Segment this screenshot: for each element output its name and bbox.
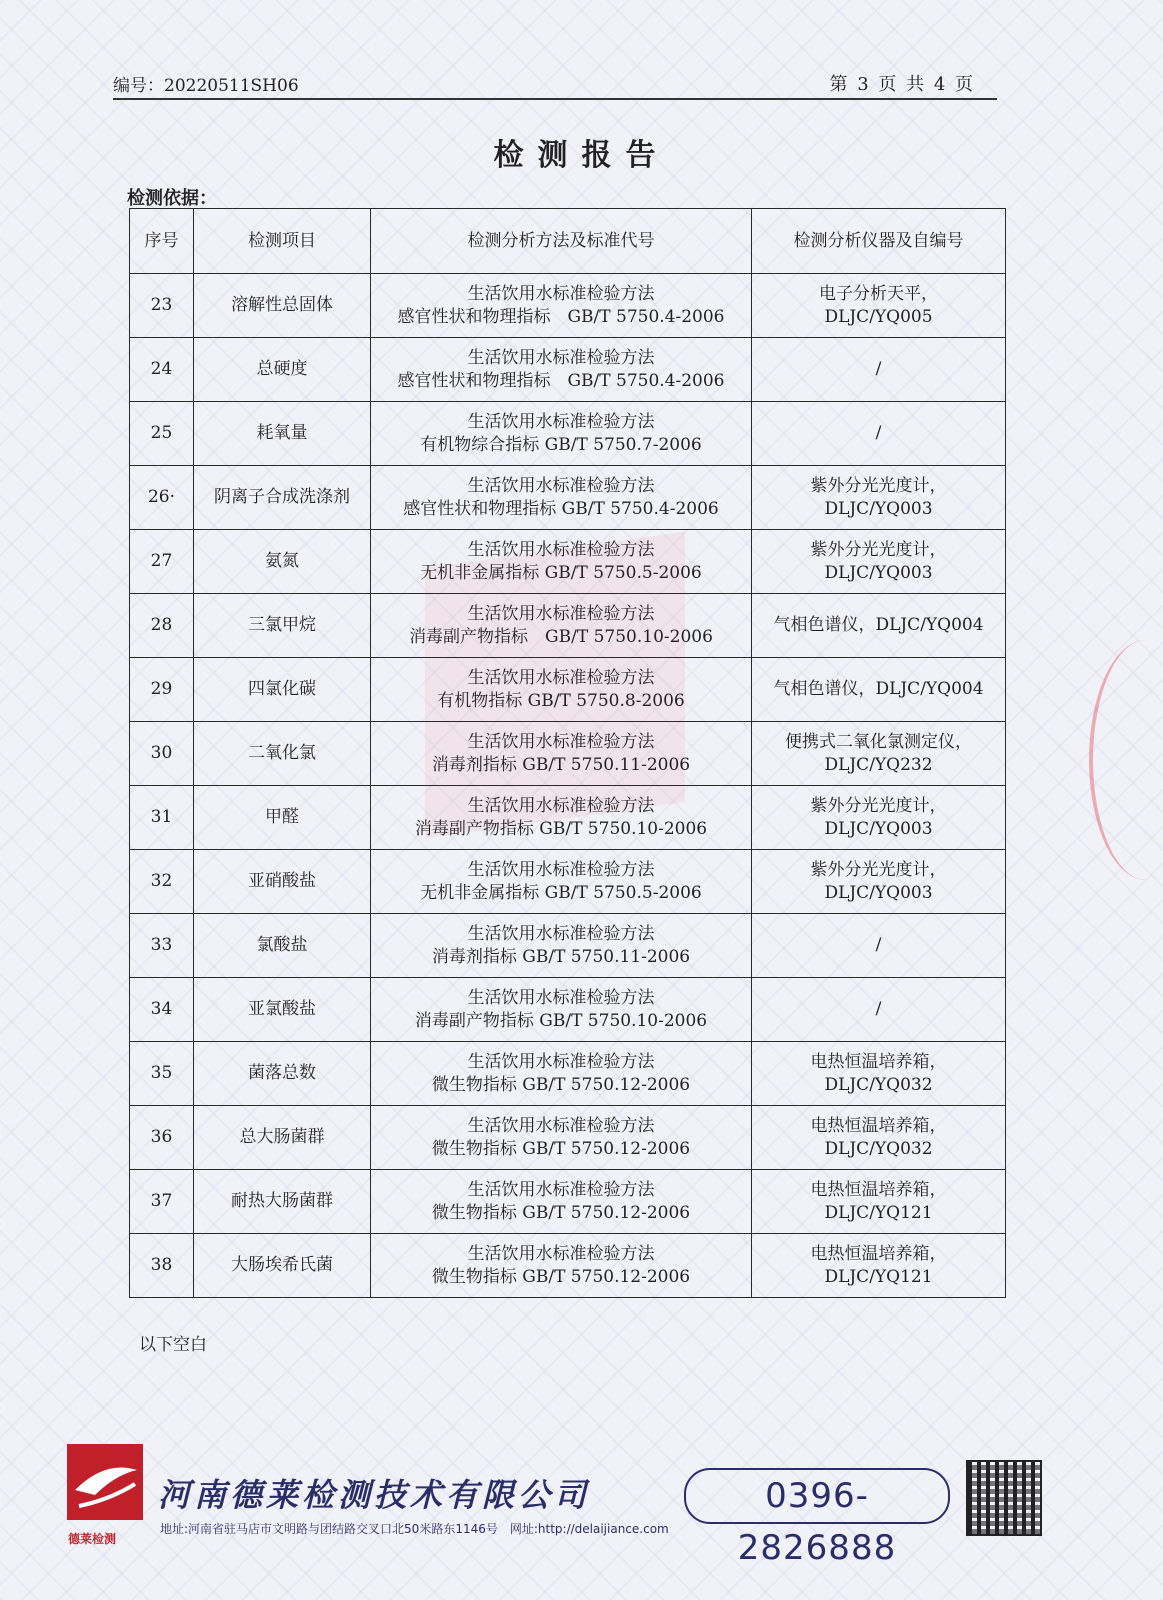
instrument-name: 电热恒温培养箱， — [810, 1243, 947, 1264]
instrument-cell — [752, 594, 1006, 658]
table-row — [130, 274, 1006, 338]
instrument-name: 紫外分光光度计， — [810, 475, 947, 496]
method-name: 生活饮用水标准检验方法 — [467, 283, 655, 304]
method-cell — [371, 786, 752, 850]
test-item: 氨氮 — [194, 530, 371, 594]
method-name: 生活饮用水标准检验方法 — [467, 1179, 655, 1200]
instrument-name: / — [875, 423, 882, 443]
instrument-name: 气相色谱仪，DLJC/YQ004 — [773, 679, 984, 699]
method-name: 生活饮用水标准检验方法 — [467, 987, 655, 1008]
method-standard: 感官性状和物理指标 GB/T 5750.4-2006 — [397, 306, 725, 327]
table-row — [130, 530, 1006, 594]
method-cell — [371, 594, 752, 658]
method-cell — [371, 402, 752, 466]
instrument-cell — [752, 722, 1006, 786]
footer — [60, 1440, 1060, 1570]
method-standard: 无机非金属指标 GB/T 5750.5-2006 — [420, 882, 702, 903]
method-standard: 微生物指标 GB/T 5750.12-2006 — [431, 1266, 691, 1287]
test-item: 亚氯酸盐 — [194, 978, 371, 1042]
header-method: 检测分析方法及标准代号 — [371, 209, 752, 274]
method-name: 生活饮用水标准检验方法 — [467, 1051, 655, 1072]
instrument-cell — [752, 978, 1006, 1042]
method-standard: 微生物指标 GB/T 5750.12-2006 — [431, 1074, 691, 1095]
method-name: 生活饮用水标准检验方法 — [467, 347, 655, 368]
table-row — [130, 1106, 1006, 1170]
row-number: 36 — [130, 1106, 194, 1170]
method-standard: 消毒剂指标 GB/T 5750.11-2006 — [431, 946, 691, 967]
page-indicator: 第 3 页 共 4 页 — [829, 74, 975, 95]
method-name: 生活饮用水标准检验方法 — [467, 539, 655, 560]
phone-number: 0396-2826888 — [684, 1468, 950, 1524]
company-address: 地址:河南省驻马店市文明路与团结路交叉口北50米路东1146号 网址:http://delaijiance.com — [160, 1522, 669, 1536]
test-item: 溶解性总固体 — [194, 274, 371, 338]
table-row — [130, 1170, 1006, 1234]
row-number: 29 — [130, 658, 194, 722]
instrument-cell — [752, 1106, 1006, 1170]
instrument-cell — [752, 1234, 1006, 1298]
blank-below-note: 以下空白 — [139, 1335, 207, 1355]
method-standard: 微生物指标 GB/T 5750.12-2006 — [431, 1202, 691, 1223]
instrument-cell — [752, 402, 1006, 466]
method-cell — [371, 338, 752, 402]
row-number: 26· — [130, 466, 194, 530]
instrument-name: 电热恒温培养箱， — [810, 1179, 947, 1200]
instrument-cell — [752, 466, 1006, 530]
instrument-name: 紫外分光光度计， — [810, 859, 947, 880]
table-row — [130, 722, 1006, 786]
instrument-name: / — [875, 999, 882, 1019]
method-name: 生活饮用水标准检验方法 — [467, 1243, 655, 1264]
method-cell — [371, 1106, 752, 1170]
table-row — [130, 594, 1006, 658]
test-item: 亚硝酸盐 — [194, 850, 371, 914]
row-number: 32 — [130, 850, 194, 914]
method-name: 生活饮用水标准检验方法 — [467, 731, 655, 752]
table-row — [130, 850, 1006, 914]
method-name: 生活饮用水标准检验方法 — [467, 667, 655, 688]
qr-code-icon — [968, 1462, 1040, 1534]
report-number: 编号：20220511SH06 — [113, 76, 299, 96]
row-number: 28 — [130, 594, 194, 658]
table-row — [130, 338, 1006, 402]
test-item: 耗氧量 — [194, 402, 371, 466]
row-number: 31 — [130, 786, 194, 850]
test-item: 总大肠菌群 — [194, 1106, 371, 1170]
method-cell — [371, 658, 752, 722]
method-cell — [371, 530, 752, 594]
method-name: 生活饮用水标准检验方法 — [467, 411, 655, 432]
basis-label: 检测依据： — [127, 188, 217, 209]
method-cell — [371, 1170, 752, 1234]
test-basis-table — [129, 208, 1006, 1298]
instrument-name: / — [875, 359, 882, 379]
instrument-id: DLJC/YQ003 — [824, 562, 933, 583]
instrument-id: DLJC/YQ003 — [824, 882, 933, 903]
instrument-name: / — [875, 935, 882, 955]
row-number: 30 — [130, 722, 194, 786]
table-row — [130, 1042, 1006, 1106]
method-standard: 微生物指标 GB/T 5750.12-2006 — [431, 1138, 691, 1159]
header-item: 检测项目 — [194, 209, 371, 274]
instrument-cell — [752, 530, 1006, 594]
table-row — [130, 402, 1006, 466]
table-row — [130, 978, 1006, 1042]
red-seal-stamp — [1089, 640, 1163, 880]
instrument-name: 电子分析天平， — [819, 283, 938, 304]
test-item: 氯酸盐 — [194, 914, 371, 978]
instrument-name: 电热恒温培养箱， — [810, 1051, 947, 1072]
row-number: 23 — [130, 274, 194, 338]
test-item: 二氧化氯 — [194, 722, 371, 786]
method-standard: 感官性状和物理指标 GB/T 5750.4-2006 — [397, 370, 725, 391]
method-name: 生活饮用水标准检验方法 — [467, 603, 655, 624]
method-name: 生活饮用水标准检验方法 — [467, 795, 655, 816]
method-cell — [371, 1042, 752, 1106]
method-name: 生活饮用水标准检验方法 — [467, 859, 655, 880]
instrument-id: DLJC/YQ032 — [824, 1074, 933, 1095]
header-instrument: 检测分析仪器及自编号 — [752, 209, 1006, 274]
report-title: 检测报告 — [493, 138, 670, 173]
test-item: 甲醛 — [194, 786, 371, 850]
instrument-id: DLJC/YQ032 — [824, 1138, 933, 1159]
table-header-row — [130, 209, 1006, 274]
method-standard: 消毒剂指标 GB/T 5750.11-2006 — [431, 754, 691, 775]
method-name: 生活饮用水标准检验方法 — [467, 475, 655, 496]
table-row — [130, 658, 1006, 722]
method-cell — [371, 722, 752, 786]
row-number: 35 — [130, 1042, 194, 1106]
method-cell — [371, 914, 752, 978]
instrument-name: 气相色谱仪，DLJC/YQ004 — [773, 615, 984, 635]
row-number: 27 — [130, 530, 194, 594]
report-header — [113, 68, 997, 100]
instrument-id: DLJC/YQ232 — [824, 754, 933, 775]
row-number: 34 — [130, 978, 194, 1042]
instrument-id: DLJC/YQ003 — [824, 498, 933, 519]
method-standard: 感官性状和物理指标 GB/T 5750.4-2006 — [403, 498, 719, 519]
header-no: 序号 — [130, 209, 194, 274]
test-item: 三氯甲烷 — [194, 594, 371, 658]
method-cell — [371, 1234, 752, 1298]
instrument-cell — [752, 338, 1006, 402]
instrument-id: DLJC/YQ003 — [824, 818, 933, 839]
method-cell — [371, 978, 752, 1042]
row-number: 33 — [130, 914, 194, 978]
instrument-id: DLJC/YQ121 — [824, 1266, 933, 1287]
test-item: 阴离子合成洗涤剂 — [194, 466, 371, 530]
test-item: 菌落总数 — [194, 1042, 371, 1106]
instrument-id: DLJC/YQ005 — [824, 306, 933, 327]
instrument-name: 紫外分光光度计， — [810, 539, 947, 560]
method-name: 生活饮用水标准检验方法 — [467, 1115, 655, 1136]
instrument-name: 电热恒温培养箱， — [810, 1115, 947, 1136]
row-number: 24 — [130, 338, 194, 402]
instrument-cell — [752, 1170, 1006, 1234]
test-item: 四氯化碳 — [194, 658, 371, 722]
table-row — [130, 1234, 1006, 1298]
table-row — [130, 466, 1006, 530]
logo-caption: 德莱检测 — [68, 1532, 117, 1546]
method-standard: 消毒副产物指标 GB/T 5750.10-2006 — [414, 1010, 708, 1031]
instrument-name: 便携式二氧化氯测定仪， — [785, 731, 972, 752]
method-cell — [371, 274, 752, 338]
instrument-cell — [752, 1042, 1006, 1106]
method-cell — [371, 850, 752, 914]
instrument-name: 紫外分光光度计， — [810, 795, 947, 816]
test-item: 总硬度 — [194, 338, 371, 402]
test-item: 大肠埃希氏菌 — [194, 1234, 371, 1298]
method-standard: 消毒副产物指标 GB/T 5750.10-2006 — [414, 818, 708, 839]
instrument-cell — [752, 786, 1006, 850]
company-name: 河南德莱检测技术有限公司 — [158, 1476, 591, 1514]
method-standard: 有机物指标 GB/T 5750.8-2006 — [437, 690, 685, 711]
row-number: 38 — [130, 1234, 194, 1298]
instrument-cell — [752, 658, 1006, 722]
instrument-id: DLJC/YQ121 — [824, 1202, 933, 1223]
method-cell — [371, 466, 752, 530]
method-standard: 消毒副产物指标 GB/T 5750.10-2006 — [409, 626, 713, 647]
method-name: 生活饮用水标准检验方法 — [467, 923, 655, 944]
instrument-cell — [752, 850, 1006, 914]
instrument-cell — [752, 274, 1006, 338]
test-item: 耐热大肠菌群 — [194, 1170, 371, 1234]
method-standard: 有机物综合指标 GB/T 5750.7-2006 — [420, 434, 702, 455]
row-number: 37 — [130, 1170, 194, 1234]
row-number: 25 — [130, 402, 194, 466]
table-row — [130, 786, 1006, 850]
table-row — [130, 914, 1006, 978]
instrument-cell — [752, 914, 1006, 978]
table-body — [130, 274, 1006, 1298]
company-logo — [65, 1440, 145, 1525]
method-standard: 无机非金属指标 GB/T 5750.5-2006 — [420, 562, 702, 583]
